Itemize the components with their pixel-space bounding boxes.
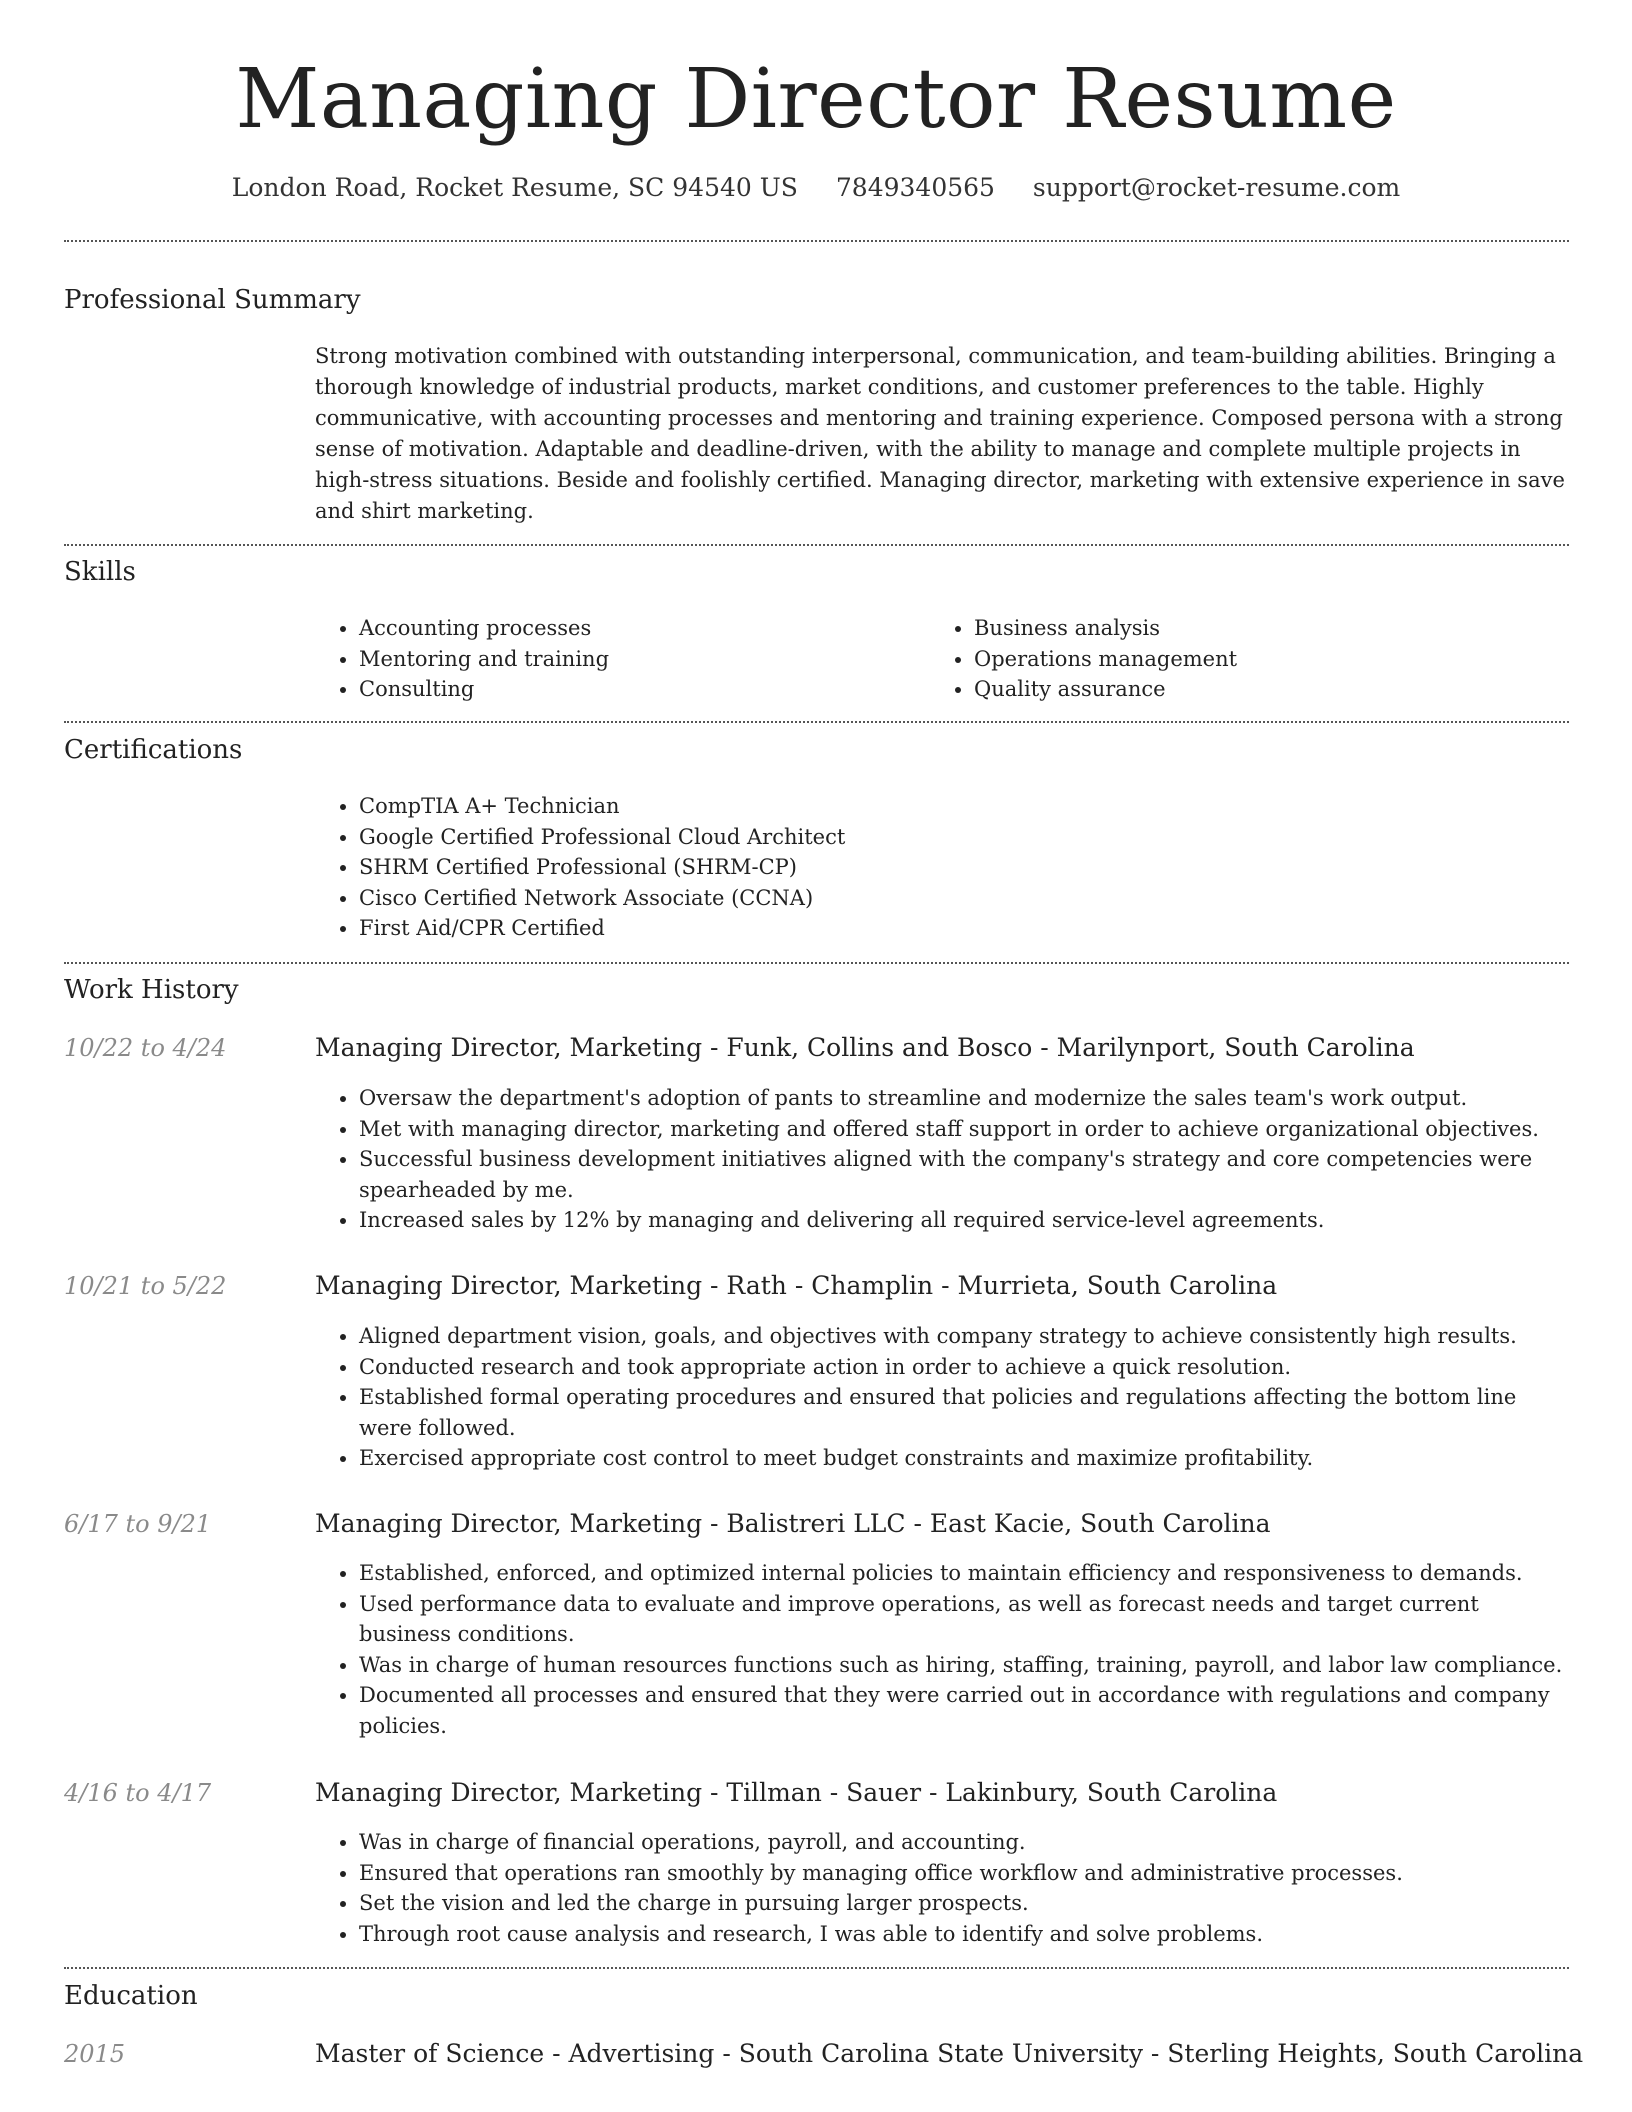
- skill-item: • Consulting: [359, 674, 915, 705]
- job-bullets: [315, 1083, 1570, 1236]
- skill-item: • Mentoring and training: [359, 644, 915, 675]
- contact-email: support@rocket-resume.com: [1032, 173, 1401, 202]
- section-title-work-history: Work History: [64, 975, 239, 1005]
- job-bullet: • Aligned department vision, goals, and objectives with company strategy to achieve consistently high results.: [359, 1321, 1570, 1352]
- job-bullet: • Was in charge of human resources functions such as hiring, staffing, training, payroll, and labor law compliance.: [359, 1650, 1570, 1681]
- job-dates: 4/16 to 4/17: [64, 1779, 212, 1807]
- job-title: Managing Director, Marketing - Rath - Champlin - Murrieta, South Carolina: [315, 1271, 1278, 1300]
- section-title-skills: Skills: [64, 557, 136, 587]
- divider: [64, 721, 1569, 723]
- job-bullet: • Established formal operating procedures and ensured that policies and regulations affecting the bottom line were followed.: [359, 1382, 1570, 1443]
- job-bullet: • Exercised appropriate cost control to meet budget constraints and maximize profitability.: [359, 1443, 1570, 1474]
- job-bullet: • Was in charge of financial operations, payroll, and accounting.: [359, 1827, 1570, 1858]
- job-bullet: • Oversaw the department's adoption of pants to streamline and modernize the sales team's work output.: [359, 1083, 1570, 1114]
- skill-item: • Operations management: [974, 644, 1530, 675]
- section-title-summary: Professional Summary: [64, 285, 361, 315]
- certification-item: • SHRM Certified Professional (SHRM-CP): [359, 852, 1570, 883]
- job-bullets: [315, 1321, 1570, 1474]
- contact-phone: 7849340565: [835, 173, 995, 202]
- job-dates: 10/22 to 4/24: [64, 1034, 227, 1062]
- job-bullet: • Successful business development initiatives aligned with the company's strategy and core competencies were spearheaded by me.: [359, 1144, 1570, 1205]
- certification-item: • CompTIA A+ Technician: [359, 791, 1570, 822]
- education-year: 2015: [64, 2040, 126, 2068]
- certification-item: • Google Certified Professional Cloud Architect: [359, 822, 1570, 853]
- skill-item: • Accounting processes: [359, 613, 915, 644]
- section-title-certifications: Certifications: [64, 735, 243, 765]
- job-bullet: • Met with managing director, marketing and offered staff support in order to achieve organizational objectives.: [359, 1114, 1570, 1145]
- divider: [64, 240, 1569, 242]
- job-bullet: • Documented all processes and ensured that they were carried out in accordance with regulations and company policies.: [359, 1680, 1570, 1741]
- section-title-education: Education: [64, 1981, 198, 2011]
- job-title: Managing Director, Marketing - Tillman - Sauer - Lakinbury, South Carolina: [315, 1778, 1278, 1807]
- job-bullets: [315, 1558, 1570, 1741]
- divider: [64, 1967, 1569, 1969]
- job-bullet: • Through root cause analysis and research, I was able to identify and solve problems.: [359, 1919, 1570, 1950]
- job-bullet: • Conducted research and took appropriate action in order to achieve a quick resolution.: [359, 1352, 1570, 1383]
- divider: [64, 962, 1569, 964]
- skill-item: • Quality assurance: [974, 674, 1530, 705]
- job-bullets: [315, 1827, 1570, 1949]
- skill-item: • Business analysis: [974, 613, 1530, 644]
- job-bullet: • Used performance data to evaluate and improve operations, as well as forecast needs and target current business conditions.: [359, 1589, 1570, 1650]
- summary-text: Strong motivation combined with outstanding interpersonal, communication, and team-building abilities. Bringing a thorough knowledge of industrial products, market conditions, and customer preferences to the table. Highly communicative, with accounting processes and mentoring and training experience. Composed persona with a strong sense of motivation. Adaptable and deadline-driven, with the ability to manage and complete multiple projects in high-stress situations. Beside and foolishly certified. Managing director, marketing with extensive experience in save and shirt marketing.: [315, 344, 1565, 523]
- education-degree: Master of Science - Advertising - South Carolina State University - Sterling Heights, South Carolina: [315, 2039, 1584, 2068]
- certifications-list: [315, 791, 1570, 944]
- job-title: Managing Director, Marketing - Funk, Collins and Bosco - Marilynport, South Carolina: [315, 1033, 1415, 1062]
- skills-list-right: [930, 613, 1530, 705]
- divider: [64, 544, 1569, 546]
- job-dates: 6/17 to 9/21: [64, 1510, 212, 1538]
- job-bullet: • Set the vision and led the charge in pursuing larger prospects.: [359, 1888, 1570, 1919]
- job-bullet: • Increased sales by 12% by managing and delivering all required service-level agreements.: [359, 1205, 1570, 1236]
- certification-item: • First Aid/CPR Certified: [359, 913, 1570, 944]
- job-bullet: • Established, enforced, and optimized internal policies to maintain efficiency and responsiveness to demands.: [359, 1558, 1570, 1589]
- job-title: Managing Director, Marketing - Balistreri LLC - East Kacie, South Carolina: [315, 1509, 1271, 1538]
- contact-address: London Road, Rocket Resume, SC 94540 US: [231, 173, 798, 202]
- skills-list-left: [315, 613, 915, 705]
- certification-item: • Cisco Certified Network Associate (CCNA): [359, 883, 1570, 914]
- contact-line: [0, 170, 1632, 206]
- job-dates: 10/21 to 5/22: [64, 1272, 227, 1300]
- job-bullet: • Ensured that operations ran smoothly by managing office workflow and administrative processes.: [359, 1858, 1570, 1889]
- resume-title: Managing Director Resume: [235, 52, 1397, 147]
